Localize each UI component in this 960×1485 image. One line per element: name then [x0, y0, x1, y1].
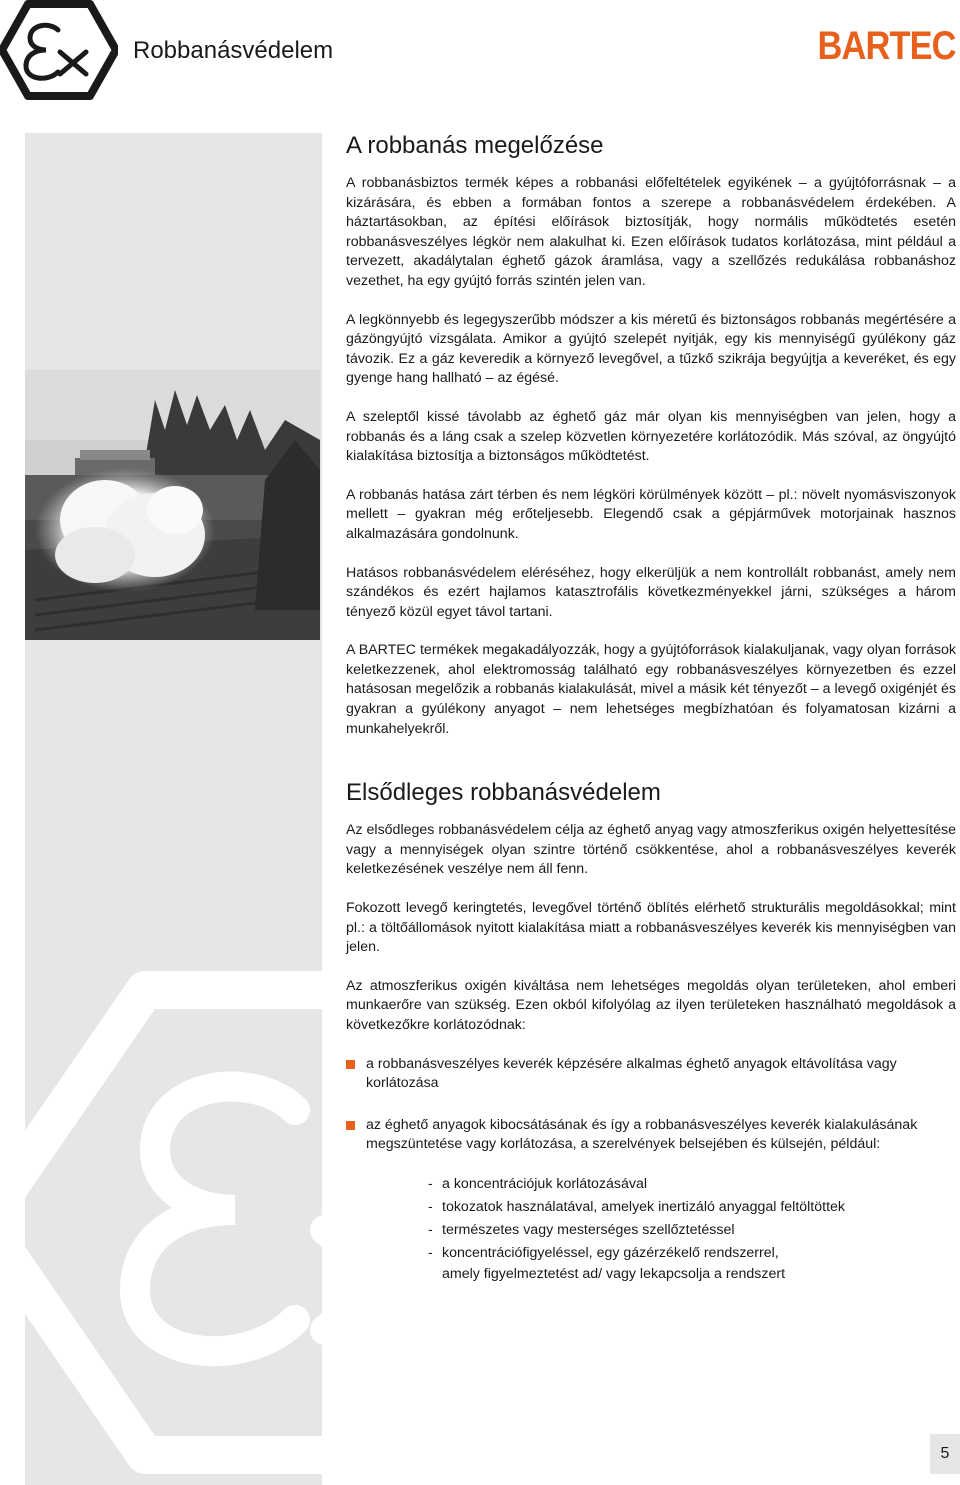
- list-item-text: természetes vagy mesterséges szellőztetéssel: [442, 1221, 735, 1238]
- dash-marker: -: [428, 1175, 433, 1192]
- list-item: [346, 1116, 956, 1155]
- orange-square-bullet-icon: [346, 1060, 355, 1069]
- dash-list: [428, 1173, 956, 1284]
- list-item-text: a robbanásveszélyes keverék képzésére alkalmas éghető anyagok eltávolítása vagy korlátozása: [366, 1055, 897, 1092]
- paragraph: A legkönnyebb és legegyszerűbb módszer a kis méretű és biztonságos robbanás megértésére a gázöngyújtó vizsgálata. Amikor a gyújtó szelepét nyitják, egy kis mennyiségű gyúlékony gáz távozik. Ez a gáz keveredik a környező levegővel, a tűzkő szikrája begyújtja a keveréket, és egy gyenge hang hallható – az égésé.: [346, 311, 956, 387]
- list-item: [346, 1055, 956, 1094]
- list-item: [428, 1219, 956, 1242]
- paragraph: A szeleptől kissé távolabb az éghető gáz már olyan kis mennyiségben van jelen, hogy a robbanás és a láng csak a szelep közvetlen környezetére korlátozódik. Más szóval, az öngyújtó kialakítása biztosítja a biztonságos működtetést.: [346, 408, 956, 465]
- list-item-text: a koncentrációjuk korlátozásával: [442, 1175, 648, 1192]
- list-item-continuation: amely figyelmeztetést ad/ vagy lekapcsolja a rendszert: [442, 1265, 786, 1282]
- explosion-photo: [25, 370, 320, 640]
- paragraph: A robbanásbiztos termék képes a robbanási előfeltételek egyikének – a gyújtóforrásnak – a kizárására, és ebben a formában fontos a szerepe a robbanásvédelem érdekében. A háztartásokban, az építési előírások biztosítják, hogy normális működtetés esetén robbanásveszélyes légkör nem alakulhat ki. Ezen előírások tudatos korlátozása, mint például a tervezett, akadálytalan éghető gázok áramlása, vagy a szellőzés redukálása robbanáshoz vezethet, ha egy gyújtó forrás szintén jelen van.: [346, 175, 956, 289]
- list-item-text: tokozatok használatával, amelyek inertizáló anyaggal feltöltöttek: [442, 1198, 845, 1215]
- list-item-text: az éghető anyagok kibocsátásának és így a robbanásveszélyes keverék kialakulásának megszüntetése vagy korlátozása, a szerelvények belsejében és külsején, például:: [366, 1116, 918, 1153]
- dash-marker: -: [428, 1221, 433, 1238]
- paragraph: Az elsődleges robbanásvédelem célja az éghető anyag vagy atmoszferikus oxigén helyettesítése vagy a mennyiségek olyan szintre történő csökkentése, ahol a robbanásveszélyes keverék keletkezésének veszélye nem áll fenn.: [346, 822, 956, 878]
- paragraph: Fokozott levegő keringtetés, levegővel történő öblítés elérhető strukturális megoldásokkal; mint pl.: a töltőállomások nyitott kialakítása miatt a robbanásveszélyes keverék kis mennyiségben van jelen.: [346, 900, 956, 956]
- dash-marker: -: [428, 1244, 433, 1261]
- page-number: 5: [930, 1434, 960, 1474]
- list-item: [428, 1196, 956, 1219]
- brand-logo: BARTEC: [817, 24, 956, 68]
- paragraph: A robbanás hatása zárt térben és nem légköri körülmények között – pl.: növelt nyomásviszonyok mellett – gyakran még erőteljesebb. Elegendő csak a gépjárművek motorjainak hasznos alkalmazására gondolnunk.: [346, 486, 956, 542]
- list-item-text: koncentrációfigyeléssel, egy gázérzékelő rendszerrel,: [442, 1244, 779, 1261]
- list-item: [428, 1242, 956, 1284]
- dash-marker: -: [428, 1198, 433, 1215]
- orange-square-bullet-icon: [346, 1121, 355, 1130]
- bullet-list: [346, 1055, 956, 1155]
- paragraph: Hatásos robbanásvédelem eléréséhez, hogy elkerüljük a nem kontrollált robbanást, amely nem szándékos és ezért hajlamos katasztrofális következményekkel járni, szükséges a három tényező közül egyet távol tartani.: [346, 564, 956, 620]
- ex-hexagon-icon: [0, 0, 118, 100]
- main-content: [346, 130, 956, 1284]
- section-heading-primary-protection: Elsődleges robbanásvédelem: [346, 779, 661, 807]
- paragraph: A BARTEC termékek megakadályozzák, hogy a gyújtóforrások kialakuljanak, vagy olyan források keletkezzenek, ahol elektromosság található egy robbanásveszélyes környezetben és ezzel hatásosan megelőzik a robbanás kialakulását, mivel a másik két tényezőt – a levegő oxigénjét és gyakran a gyúlékony anyagot – nem lehetséges megbízhatóan és folyamatosan kizárni a munkahelyekről.: [346, 642, 956, 737]
- list-item: [428, 1173, 956, 1196]
- paragraph: Az atmoszferikus oxigén kiváltása nem lehetséges megoldás olyan területeken, ahol emberi munkaerőre van szükség. Ezen okból kifolyólag az ilyen területeken használható megoldások a következőkre korlátozódnak:: [346, 977, 956, 1033]
- section-heading-prevention: A robbanás megelőzése: [346, 132, 604, 159]
- header-title: Robbanásvédelem: [133, 37, 334, 64]
